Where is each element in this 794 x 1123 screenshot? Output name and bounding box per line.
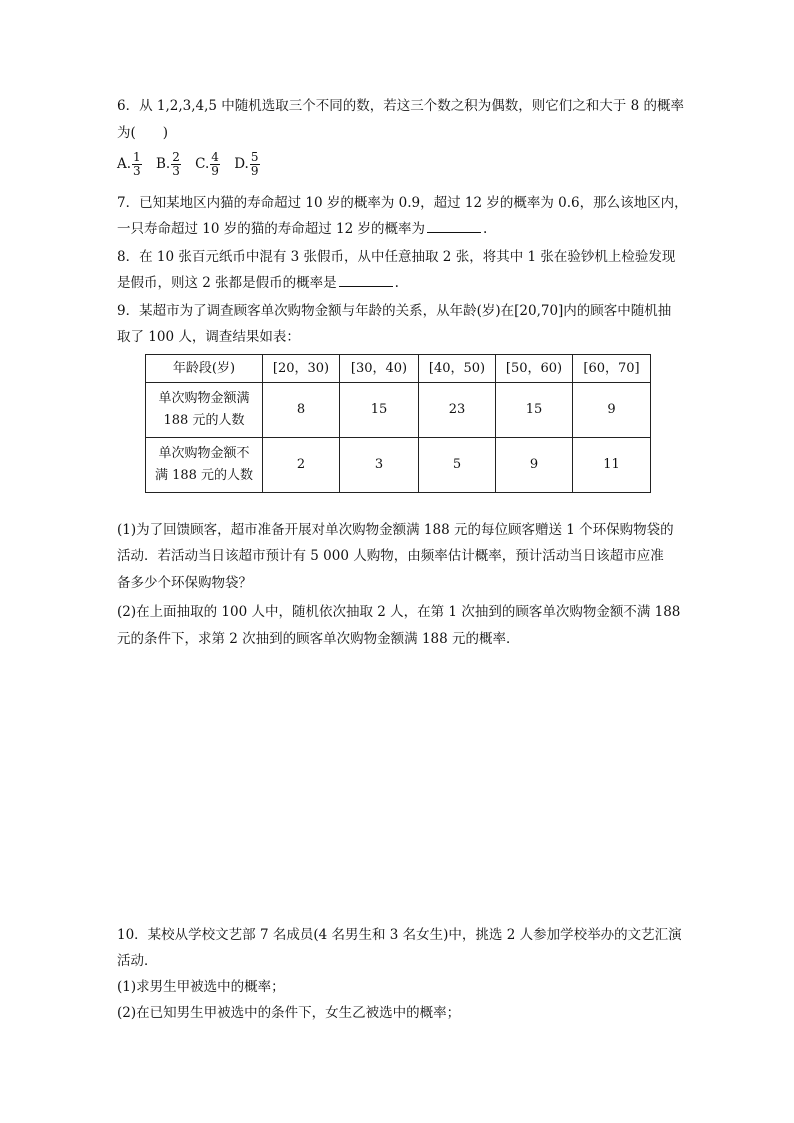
q8-stem-text: 是假币，则这 2 张都是假币的概率是 <box>117 275 337 291</box>
table-cell: 2 <box>263 438 340 493</box>
table-cell: 9 <box>496 438 573 493</box>
table-cell: 9 <box>573 383 651 438</box>
table-col-header: [20，30) <box>263 355 340 383</box>
q6-options <box>117 151 270 178</box>
q6-stem-line2: 为( ) <box>117 125 169 141</box>
table-cell: 3 <box>340 438 419 493</box>
table-col-header: [40，50) <box>419 355 496 383</box>
q10-stem-line2: 活动． <box>117 953 158 969</box>
table-row <box>146 438 651 493</box>
q9-part1-line3: 备多少个环保购物袋？ <box>117 575 252 591</box>
table-cell: 11 <box>573 438 651 493</box>
table-col-header: [60，70] <box>573 355 651 383</box>
table-cell: 8 <box>263 383 340 438</box>
q6-option-c: C. $\frac{4}{9}$ <box>195 150 219 178</box>
q6-option-b: B. $\frac{2}{3}$ <box>155 150 180 178</box>
table-col-header: [30，40) <box>340 355 419 383</box>
q9-stem-line2: 取了 100 人，调查结果如表： <box>117 329 300 345</box>
q9-part1-line2: 活动．若活动当日该超市预计有 5 000 人购物，由频率估计概率，预计活动当日该超市应准 <box>117 548 664 564</box>
q8-stem-line2: 是假币，则这 2 张都是假币的概率是 . <box>117 275 399 291</box>
q10-part1: (1)求男生甲被选中的概率； <box>117 979 285 995</box>
q7-stem-text: 一只寿命超过 10 岁的猫的寿命超过 12 岁的概率为 <box>117 221 426 237</box>
table-header-row <box>146 355 651 383</box>
q7-stem-line1: 7．已知某地区内猫的寿命超过 10 岁的概率为 0.9，超过 12 岁的概率为 0.6，那么该地区内， <box>117 195 688 211</box>
q6-stem-line1: 6．从 1,2,3,4,5 中随机选取三个不同的数，若这三个数之积为偶数，则它们之和大于 8 的概率 <box>117 98 684 114</box>
q7-answer-blank[interactable] <box>427 220 481 233</box>
q9-part2-line1: (2)在上面抽取的 100 人中，随机依次抽取 2 人，在第 1 次抽到的顾客单次购物金额不满 188 <box>117 604 681 620</box>
q9-survey-table <box>145 354 651 493</box>
table-row <box>146 383 651 438</box>
table-row-label: 单次购物金额不 满 188 元的人数 <box>146 438 263 493</box>
q8-answer-blank[interactable] <box>339 274 393 287</box>
q7-stem-line2: 一只寿命超过 10 岁的猫的寿命超过 12 岁的概率为 . <box>117 221 488 237</box>
q9-part1-line1: (1)为了回馈顾客，超市准备开展对单次购物金额满 188 元的每位顾客赠送 1 个环保购物袋的 <box>117 522 674 538</box>
table-cell: 15 <box>340 383 419 438</box>
table-cell: 5 <box>419 438 496 493</box>
q9-stem-line1: 9．某超市为了调查顾客单次购物金额与年龄的关系，从年龄(岁)在[20,70]内的顾客中随机抽 <box>117 303 672 319</box>
table-header-label: 年龄段(岁) <box>146 355 263 383</box>
q6-option-d: D. $\frac{5}{9}$ <box>234 150 259 178</box>
q9-part2-line2: 元的条件下，求第 2 次抽到的顾客单次购物金额满 188 元的概率． <box>117 631 520 647</box>
table-row-label: 单次购物金额满 188 元的人数 <box>146 383 263 438</box>
table-col-header: [50，60) <box>496 355 573 383</box>
q10-stem-line1: 10．某校从学校文艺部 7 名成员(4 名男生和 3 名女生)中，挑选 2 人参加学校举办的文艺汇演 <box>117 927 682 943</box>
table-cell: 15 <box>496 383 573 438</box>
q6-option-a: A. $\frac{1}{3}$ <box>117 150 141 178</box>
q10-part2: (2)在已知男生甲被选中的条件下，女生乙被选中的概率； <box>117 1005 461 1021</box>
table-cell: 23 <box>419 383 496 438</box>
q8-stem-line1: 8．在 10 张百元纸币中混有 3 张假币，从中任意抽取 2 张，将其中 1 张在验钞机上检验发现 <box>117 249 676 265</box>
